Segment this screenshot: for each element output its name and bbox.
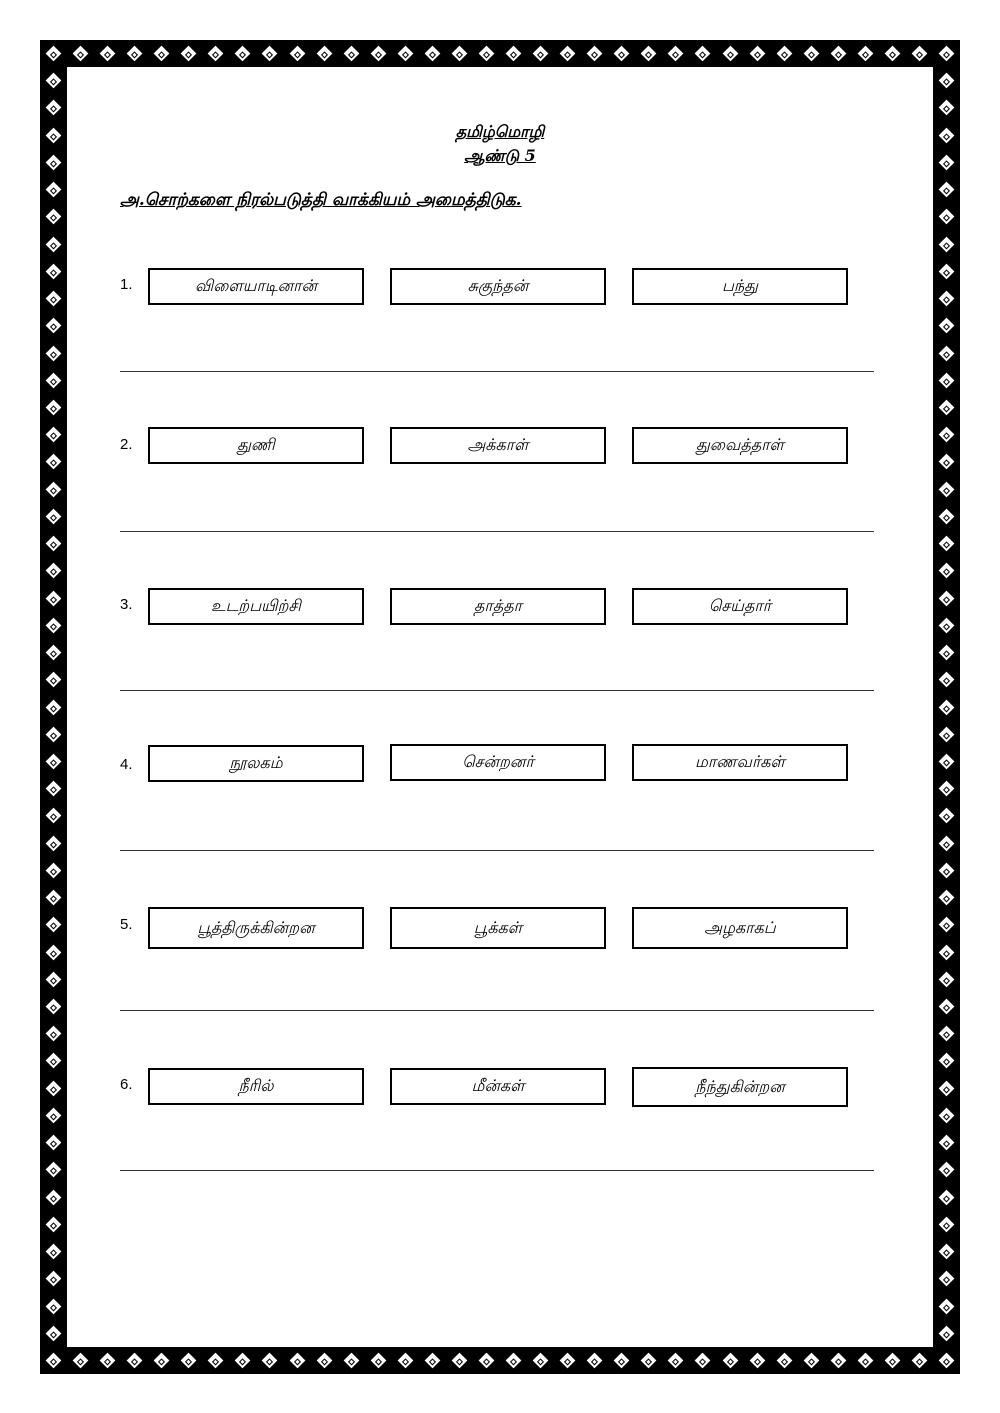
word-box[interactable]: நீரில் (148, 1068, 364, 1105)
border-diamond-icon (939, 345, 955, 361)
border-diamond-icon (533, 46, 549, 62)
decorative-border (40, 40, 960, 1374)
border-diamond-icon (939, 536, 955, 552)
border-diamond-icon (939, 1298, 955, 1314)
border-diamond-icon (939, 264, 955, 280)
border-diamond-icon (46, 509, 62, 525)
border-diamond-icon (479, 46, 495, 62)
question-number: 2. (120, 436, 133, 453)
border-diamond-icon (316, 46, 332, 62)
border-diamond-icon (939, 590, 955, 606)
border-diamond-icon (289, 46, 305, 62)
border-diamond-icon (939, 481, 955, 497)
border-diamond-icon (587, 1353, 603, 1369)
border-diamond-icon (668, 1353, 684, 1369)
border-diamond-icon (46, 1353, 62, 1369)
border-diamond-icon (343, 46, 359, 62)
border-diamond-icon (46, 781, 62, 797)
border-diamond-icon (46, 672, 62, 688)
border-diamond-icon (695, 46, 711, 62)
answer-line[interactable] (120, 371, 874, 372)
answer-line[interactable] (120, 690, 874, 691)
border-diamond-icon (939, 672, 955, 688)
border-diamond-icon (803, 1353, 819, 1369)
border-diamond-icon (398, 1353, 414, 1369)
border-diamond-icon (235, 46, 251, 62)
border-diamond-icon (533, 1353, 549, 1369)
border-diamond-icon (939, 1325, 955, 1341)
border-diamond-icon (939, 73, 955, 89)
border-diamond-icon (885, 1353, 901, 1369)
border-diamond-icon (46, 1244, 62, 1260)
border-diamond-icon (46, 372, 62, 388)
border-diamond-icon (939, 454, 955, 470)
word-box[interactable]: செய்தார் (632, 588, 848, 625)
border-diamond-icon (668, 46, 684, 62)
border-diamond-icon (939, 808, 955, 824)
border-diamond-icon (316, 1353, 332, 1369)
border-diamond-icon (425, 46, 441, 62)
border-diamond-icon (939, 754, 955, 770)
border-diamond-icon (939, 100, 955, 116)
border-diamond-icon (939, 917, 955, 933)
border-diamond-icon (939, 427, 955, 443)
border-diamond-icon (262, 46, 278, 62)
border-diamond-icon (46, 236, 62, 252)
border-diamond-icon (939, 372, 955, 388)
word-box[interactable]: நீந்துகின்றன (632, 1067, 848, 1107)
border-diamond-icon (939, 618, 955, 634)
border-diamond-icon (939, 1271, 955, 1287)
border-diamond-icon (46, 1053, 62, 1069)
border-diamond-icon (46, 645, 62, 661)
word-box[interactable]: விளையாடினான் (148, 268, 364, 305)
border-diamond-icon (46, 754, 62, 770)
border-diamond-icon (46, 835, 62, 851)
word-box[interactable]: தாத்தா (390, 588, 606, 625)
border-diamond-icon (181, 46, 197, 62)
border-diamond-icon (100, 46, 116, 62)
border-diamond-icon (722, 1353, 738, 1369)
answer-line[interactable] (120, 531, 874, 532)
border-diamond-icon (858, 46, 874, 62)
question-number: 1. (120, 276, 133, 293)
border-diamond-icon (127, 1353, 143, 1369)
border-diamond-icon (939, 46, 955, 62)
border-diamond-icon (370, 46, 386, 62)
word-box[interactable]: சென்றனர் (390, 744, 606, 781)
word-box[interactable]: மாணவர்கள் (632, 744, 848, 781)
question-number: 6. (120, 1076, 133, 1093)
border-diamond-icon (776, 1353, 792, 1369)
border-diamond-icon (425, 1353, 441, 1369)
border-diamond-icon (614, 46, 630, 62)
instruction-text: அ.சொற்களை நிரல்படுத்தி வாக்கியம் அமைத்திடுக. (120, 190, 522, 210)
word-box[interactable]: பூக்கள் (390, 907, 606, 949)
border-diamond-icon (154, 1353, 170, 1369)
border-diamond-icon (46, 1189, 62, 1205)
border-diamond-icon (939, 1080, 955, 1096)
border-diamond-icon (46, 427, 62, 443)
border-diamond-icon (46, 291, 62, 307)
border-diamond-icon (46, 1162, 62, 1178)
border-diamond-icon (208, 46, 224, 62)
word-box[interactable]: துவைத்தாள் (632, 427, 848, 464)
border-diamond-icon (343, 1353, 359, 1369)
border-diamond-icon (46, 209, 62, 225)
border-diamond-icon (939, 1189, 955, 1205)
border-diamond-icon (939, 291, 955, 307)
border-diamond-icon (939, 563, 955, 579)
border-diamond-icon (208, 1353, 224, 1369)
border-diamond-icon (46, 100, 62, 116)
border-diamond-icon (939, 972, 955, 988)
border-diamond-icon (939, 318, 955, 334)
border-diamond-icon (46, 890, 62, 906)
word-box[interactable]: அக்காள் (390, 427, 606, 464)
border-diamond-icon (641, 46, 657, 62)
border-diamond-icon (46, 454, 62, 470)
border-diamond-icon (46, 1108, 62, 1124)
border-diamond-icon (289, 1353, 305, 1369)
word-box[interactable]: மீன்கள் (390, 1068, 606, 1105)
border-diamond-icon (939, 236, 955, 252)
border-diamond-icon (939, 1135, 955, 1151)
border-diamond-icon (939, 1244, 955, 1260)
border-diamond-icon (46, 999, 62, 1015)
border-diamond-icon (939, 1108, 955, 1124)
question-number: 4. (120, 756, 133, 773)
border-diamond-icon (46, 1135, 62, 1151)
border-diamond-icon (46, 944, 62, 960)
border-diamond-icon (858, 1353, 874, 1369)
border-diamond-icon (939, 645, 955, 661)
border-diamond-icon (235, 1353, 251, 1369)
border-diamond-icon (46, 481, 62, 497)
border-diamond-icon (73, 46, 89, 62)
border-diamond-icon (560, 1353, 576, 1369)
border-diamond-icon (506, 1353, 522, 1369)
border-diamond-icon (830, 46, 846, 62)
word-box[interactable]: துணி (148, 427, 364, 464)
border-diamond-icon (46, 726, 62, 742)
border-diamond-icon (560, 46, 576, 62)
border-diamond-icon (46, 182, 62, 198)
border-diamond-icon (46, 400, 62, 416)
border-diamond-icon (939, 835, 955, 851)
border-diamond-icon (830, 1353, 846, 1369)
border-diamond-icon (46, 618, 62, 634)
border-diamond-icon (749, 46, 765, 62)
word-box[interactable]: சுகுந்தன் (390, 268, 606, 305)
border-diamond-icon (398, 46, 414, 62)
border-diamond-icon (46, 536, 62, 552)
border-diamond-icon (46, 46, 62, 62)
border-diamond-icon (46, 1080, 62, 1096)
question-number: 5. (120, 916, 133, 933)
border-diamond-icon (46, 1325, 62, 1341)
word-box[interactable]: பூத்திருக்கின்றன (148, 907, 364, 949)
border-diamond-icon (46, 73, 62, 89)
border-diamond-icon (100, 1353, 116, 1369)
border-diamond-icon (127, 46, 143, 62)
border-diamond-icon (939, 699, 955, 715)
border-diamond-icon (181, 1353, 197, 1369)
border-diamond-icon (749, 1353, 765, 1369)
border-diamond-icon (939, 999, 955, 1015)
border-diamond-icon (614, 1353, 630, 1369)
border-diamond-icon (939, 781, 955, 797)
border-diamond-icon (912, 1353, 928, 1369)
border-diamond-icon (46, 345, 62, 361)
answer-line[interactable] (120, 1010, 874, 1011)
border-diamond-icon (641, 1353, 657, 1369)
border-diamond-icon (46, 863, 62, 879)
border-diamond-icon (46, 1217, 62, 1233)
border-diamond-icon (154, 46, 170, 62)
border-diamond-icon (46, 808, 62, 824)
border-diamond-icon (73, 1353, 89, 1369)
border-diamond-icon (912, 46, 928, 62)
border-diamond-icon (46, 318, 62, 334)
border-diamond-icon (370, 1353, 386, 1369)
border-diamond-icon (939, 890, 955, 906)
border-diamond-icon (46, 264, 62, 280)
border-diamond-icon (939, 1026, 955, 1042)
border-diamond-icon (506, 46, 522, 62)
border-diamond-icon (46, 917, 62, 933)
worksheet-title: தமிழ்மொழி (455, 122, 545, 141)
border-diamond-icon (46, 972, 62, 988)
word-box[interactable]: உடற்பயிற்சி (148, 588, 364, 625)
border-diamond-icon (776, 46, 792, 62)
answer-line[interactable] (120, 850, 874, 851)
worksheet-page (67, 67, 933, 1347)
border-diamond-icon (939, 944, 955, 960)
border-diamond-icon (885, 46, 901, 62)
word-box[interactable]: அழகாகப் (632, 907, 848, 949)
border-diamond-icon (46, 699, 62, 715)
question-number: 3. (120, 596, 133, 613)
border-diamond-icon (939, 726, 955, 742)
border-diamond-icon (262, 1353, 278, 1369)
border-diamond-icon (695, 1353, 711, 1369)
border-diamond-icon (46, 1271, 62, 1287)
border-diamond-icon (46, 1026, 62, 1042)
answer-line[interactable] (120, 1170, 874, 1171)
word-box[interactable]: நூலகம் (148, 745, 364, 782)
border-diamond-icon (939, 1162, 955, 1178)
border-diamond-icon (722, 46, 738, 62)
border-diamond-icon (939, 1353, 955, 1369)
border-diamond-icon (46, 590, 62, 606)
border-diamond-icon (479, 1353, 495, 1369)
border-diamond-icon (939, 509, 955, 525)
border-diamond-icon (46, 1298, 62, 1314)
border-diamond-icon (939, 863, 955, 879)
word-box[interactable]: பந்து (632, 268, 848, 305)
border-diamond-icon (939, 1053, 955, 1069)
border-diamond-icon (939, 1217, 955, 1233)
border-diamond-icon (803, 46, 819, 62)
border-diamond-icon (452, 1353, 468, 1369)
border-diamond-icon (939, 182, 955, 198)
border-diamond-icon (452, 46, 468, 62)
border-diamond-icon (939, 209, 955, 225)
worksheet-subtitle: ஆண்டு 5 (464, 146, 536, 165)
border-diamond-icon (46, 563, 62, 579)
border-diamond-icon (587, 46, 603, 62)
border-diamond-icon (939, 400, 955, 416)
